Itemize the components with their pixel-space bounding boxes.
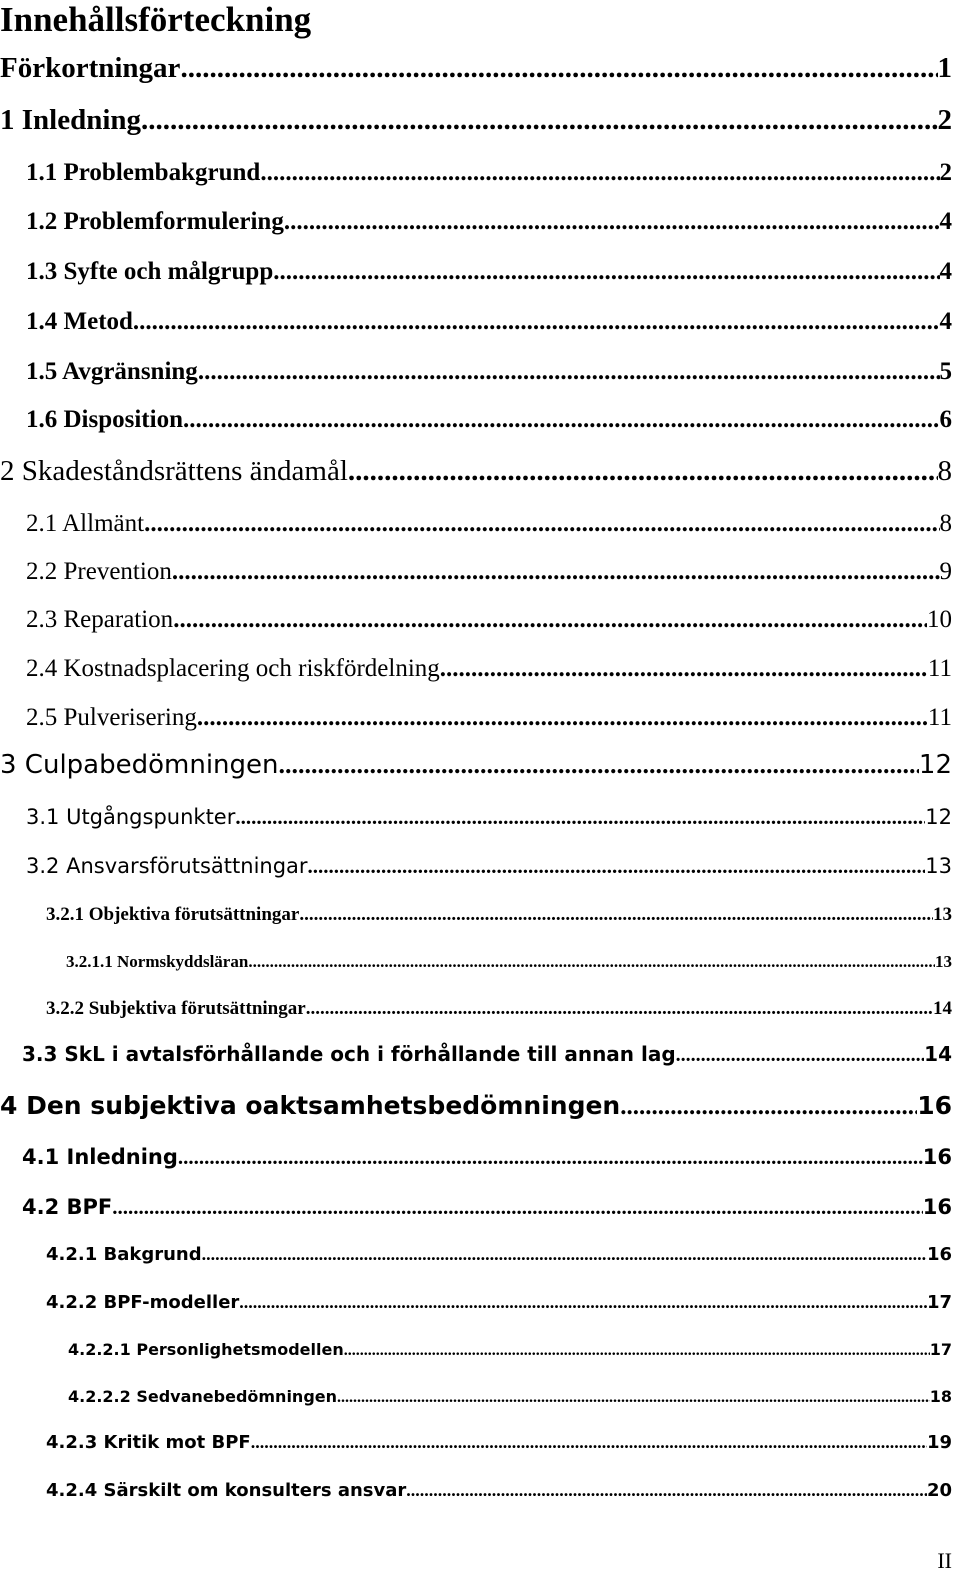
- toc-leader-dots: [133, 308, 940, 336]
- toc-entry-label: 4.2.3 Kritik mot BPF: [46, 1432, 251, 1453]
- toc-entry-page: 14: [933, 998, 952, 1019]
- toc-entry-4-2[interactable]: [22, 1195, 952, 1220]
- toc-entry-page: 12: [925, 805, 952, 829]
- toc-entry-page: 17: [929, 1340, 952, 1359]
- toc-entry-4-2-3[interactable]: [46, 1432, 952, 1453]
- toc-entry-page: 5: [939, 358, 952, 385]
- toc-entry-1-5[interactable]: [26, 358, 952, 386]
- toc-leader-dots: [239, 1292, 927, 1313]
- toc-entry-page: 16: [926, 1244, 952, 1265]
- page-number: II: [937, 1548, 952, 1573]
- toc-entry-label: 3.2.2 Subjektiva förutsättningar: [46, 998, 306, 1019]
- toc-entry-page: 12: [918, 750, 952, 780]
- toc-leader-dots: [178, 1145, 923, 1170]
- toc-entry-1-6[interactable]: [26, 406, 952, 434]
- toc-entry-label: 1.6 Disposition: [26, 406, 183, 433]
- toc-entry-page: 13: [925, 854, 952, 878]
- toc-entry-4[interactable]: [0, 1091, 952, 1121]
- toc-entry-4-2-1[interactable]: [46, 1244, 952, 1265]
- toc-entry-2-4[interactable]: [26, 655, 952, 683]
- toc-entry-page: 10: [927, 606, 952, 633]
- toc-leader-dots: [284, 208, 940, 236]
- toc-entry-page: 6: [939, 406, 952, 433]
- toc-entry-4-1[interactable]: [22, 1145, 952, 1170]
- toc-entry-label: 4.2 BPF: [22, 1195, 113, 1219]
- toc-entry-page: 17: [926, 1292, 952, 1313]
- toc-entry-page: 11: [927, 704, 952, 731]
- toc-entry-label: 1.3 Syfte och målgrupp: [26, 258, 274, 285]
- toc-entry-page: 16: [922, 1145, 952, 1169]
- toc-entry-2[interactable]: [0, 455, 952, 488]
- toc-entry-page: 13: [935, 952, 952, 971]
- toc-entry-label: 1.1 Problembakgrund: [26, 159, 261, 186]
- toc-entry-label: 2 Skadeståndsrättens ändamål: [0, 455, 348, 487]
- toc-entry-3-2-2[interactable]: [46, 998, 952, 1020]
- toc-entry-2-1[interactable]: [26, 510, 952, 538]
- toc-entry-1-1[interactable]: [26, 159, 952, 187]
- toc-title: Innehållsförteckning: [0, 0, 312, 39]
- toc-entry-label: 1.4 Metod: [26, 308, 133, 335]
- toc-entry-label: 2.3 Reparation: [26, 606, 174, 633]
- toc-entry-label: Förkortningar: [0, 52, 181, 84]
- toc-entry-label: 4 Den subjektiva oaktsamhetsbedömningen: [0, 1091, 621, 1120]
- toc-entry-label: 3.2 Ansvarsförutsättningar: [26, 854, 308, 878]
- toc-leader-dots: [406, 1480, 927, 1501]
- toc-entry-page: 16: [917, 1091, 952, 1120]
- toc-entry-4-2-2[interactable]: [46, 1292, 952, 1313]
- toc-leader-dots: [279, 750, 919, 780]
- toc-entry-page: 2: [939, 159, 952, 186]
- toc-entry-label: 1.5 Avgränsning: [26, 358, 198, 385]
- toc-leader-dots: [260, 159, 939, 187]
- toc-entry-3[interactable]: [0, 750, 952, 780]
- toc-entry-page: 8: [939, 510, 952, 537]
- toc-leader-dots: [273, 258, 939, 286]
- toc-entry-label: 4.2.4 Särskilt om konsulters ansvar: [46, 1480, 407, 1501]
- toc-leader-dots: [348, 455, 938, 488]
- toc-entry-page: 19: [926, 1432, 952, 1453]
- toc-entry-1[interactable]: [0, 104, 952, 137]
- toc-leader-dots: [235, 805, 925, 830]
- toc-entry-label: 4.1 Inledning: [22, 1145, 178, 1169]
- toc-entry-4-2-2-2[interactable]: [68, 1387, 952, 1407]
- toc-leader-dots: [306, 998, 933, 1020]
- toc-entry-1-3[interactable]: [26, 258, 952, 286]
- toc-entry-label: 2.4 Kostnadsplacering och riskfördelning: [26, 655, 440, 682]
- toc-entry-label: 3.1 Utgångspunkter: [26, 805, 236, 829]
- toc-entry-label: 2.1 Allmänt: [26, 510, 145, 537]
- toc-entry-1-4[interactable]: [26, 308, 952, 336]
- toc-entry-3-1[interactable]: [26, 805, 952, 830]
- toc-entry-page: 8: [937, 455, 952, 487]
- toc-entry-label: 2.2 Prevention: [26, 558, 172, 585]
- toc-entry-1-2[interactable]: [26, 208, 952, 236]
- toc-entry-page: 11: [927, 655, 952, 682]
- toc-entry-2-2[interactable]: [26, 558, 952, 586]
- toc-leader-dots: [112, 1195, 923, 1220]
- toc-entry-label: 2.5 Pulverisering: [26, 704, 197, 731]
- toc-entry-page: 4: [939, 208, 952, 235]
- toc-entry-2-5[interactable]: [26, 704, 952, 732]
- toc-entry-forkortningar[interactable]: [0, 52, 952, 85]
- toc-entry-page: 4: [939, 308, 952, 335]
- toc-entry-page: 2: [937, 104, 952, 136]
- toc-leader-dots: [197, 704, 928, 732]
- toc-leader-dots: [141, 104, 937, 137]
- toc-leader-dots: [344, 1342, 930, 1360]
- toc-entry-page: 18: [929, 1387, 952, 1406]
- toc-entry-2-3[interactable]: [26, 606, 952, 634]
- toc-leader-dots: [620, 1093, 917, 1121]
- toc-entry-page: 14: [924, 1042, 952, 1066]
- toc-entry-3-2-1-1[interactable]: [66, 952, 952, 972]
- toc-leader-dots: [144, 510, 939, 538]
- toc-entry-3-2[interactable]: [26, 854, 952, 879]
- toc-entry-3-3[interactable]: [22, 1042, 952, 1067]
- toc-leader-dots: [251, 1432, 927, 1453]
- toc-leader-dots: [248, 952, 935, 972]
- toc-entry-3-2-1[interactable]: [46, 904, 952, 926]
- toc-leader-dots: [337, 1389, 930, 1407]
- toc-entry-label: 3.3 SkL i avtalsförhållande och i förhållande till annan lag: [22, 1042, 676, 1066]
- toc-entry-label: 4.2.2.1 Personlighetsmodellen: [68, 1340, 344, 1359]
- toc-leader-dots: [173, 606, 927, 634]
- toc-entry-label: 3.2.1 Objektiva förutsättningar: [46, 904, 300, 925]
- toc-leader-dots: [202, 1244, 927, 1265]
- toc-entry-label: 4.2.2.2 Sedvanebedömningen: [68, 1387, 338, 1406]
- toc-entry-page: 20: [926, 1480, 952, 1501]
- toc-entry-label: 4.2.1 Bakgrund: [46, 1244, 202, 1265]
- toc-entry-page: 1: [937, 52, 952, 84]
- toc-leader-dots: [676, 1044, 924, 1067]
- toc-leader-dots: [183, 406, 940, 434]
- toc-leader-dots: [440, 655, 928, 683]
- toc-entry-label: 3.2.1.1 Normskyddsläran: [66, 952, 249, 971]
- toc-entry-4-2-4[interactable]: [46, 1480, 952, 1501]
- toc-entry-label: 1.2 Problemformulering: [26, 208, 284, 235]
- toc-leader-dots: [172, 558, 940, 586]
- toc-leader-dots: [198, 358, 940, 386]
- toc-entry-page: 4: [939, 258, 952, 285]
- toc-leader-dots: [299, 904, 933, 926]
- toc-leader-dots: [180, 52, 937, 85]
- toc-entry-label: 3 Culpabedömningen: [0, 750, 279, 780]
- toc-entry-page: 13: [933, 904, 952, 925]
- toc-entry-label: 1 Inledning: [0, 104, 142, 136]
- toc-entry-4-2-2-1[interactable]: [68, 1340, 952, 1360]
- toc-leader-dots: [308, 854, 926, 879]
- toc-entry-page: 9: [939, 558, 952, 585]
- toc-entry-label: 4.2.2 BPF-modeller: [46, 1292, 240, 1313]
- toc-entry-page: 16: [922, 1195, 952, 1219]
